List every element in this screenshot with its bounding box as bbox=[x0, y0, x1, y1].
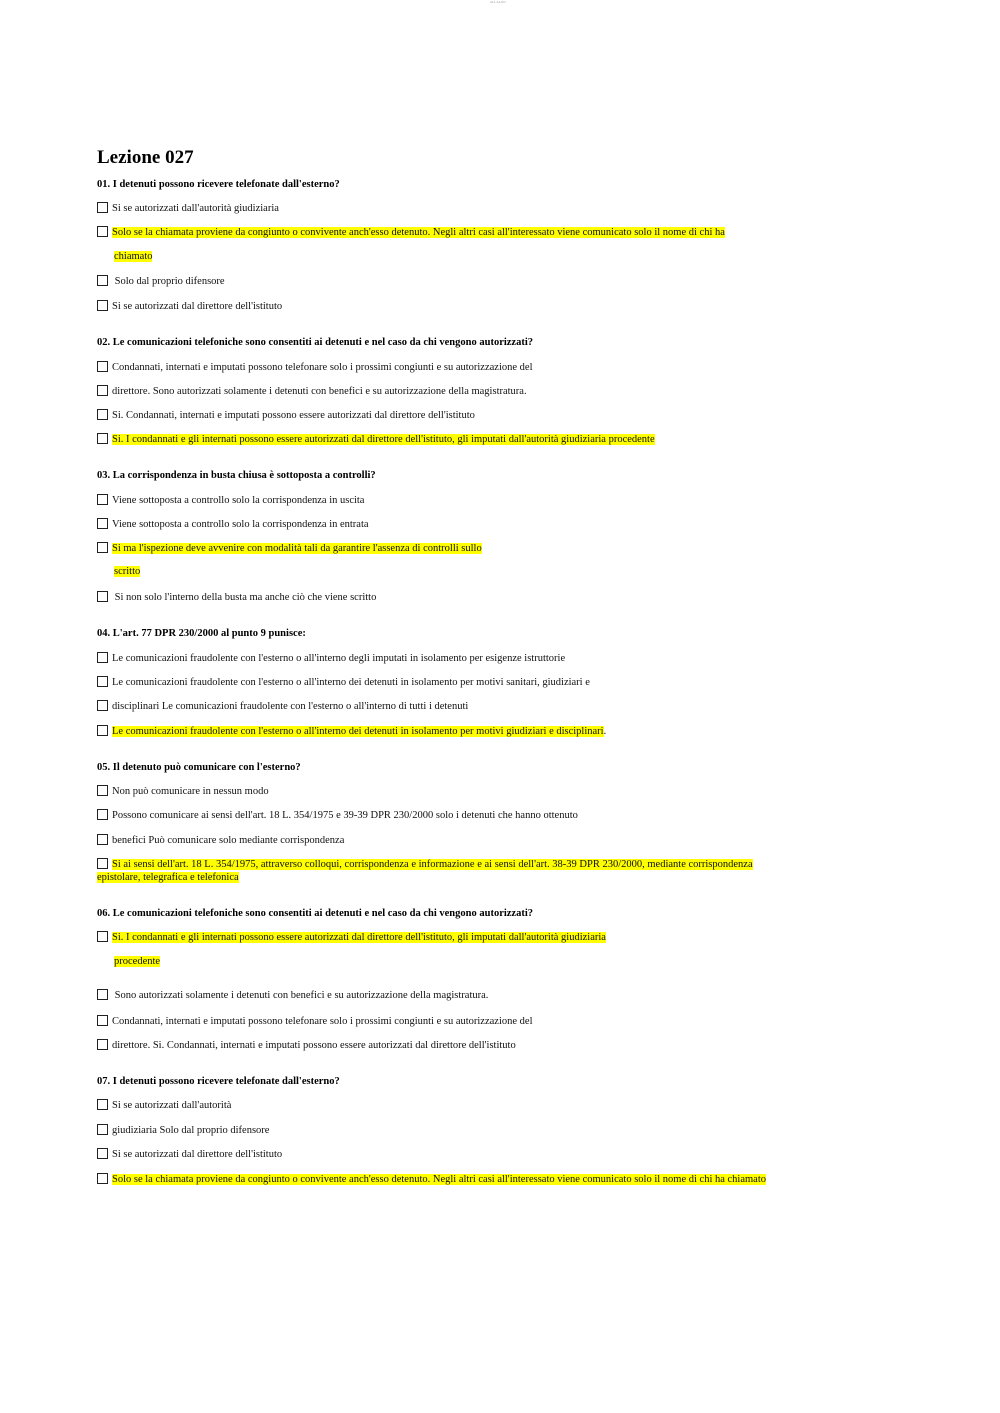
checkbox-icon[interactable] bbox=[97, 652, 108, 663]
option-checkbox[interactable] bbox=[97, 433, 655, 447]
option-text: Viene sottoposta a controllo solo la corrispondenza in uscita bbox=[112, 495, 365, 506]
option-text-wrap bbox=[97, 871, 239, 885]
question-04: 04. L'art. 77 DPR 230/2000 al punto 9 punisce: bbox=[97, 628, 306, 639]
option-text-highlighted: Si ai sensi dell'art. 18 L. 354/1975, attraverso colloqui, corrispondenza e informazione e ai sensi dell'art. 38-39 DPR 230/2000, mediante corrispondenza bbox=[112, 859, 753, 870]
option-text: Si se autorizzati dall'autorità bbox=[112, 1100, 232, 1111]
checkbox-icon[interactable] bbox=[97, 1039, 108, 1050]
option-text: Condannati, internati e imputati possono telefonare solo i prossimi congiunti e su autorizzazione del bbox=[112, 1016, 533, 1027]
option-text: Condannati, internati e imputati possono telefonare solo i prossimi congiunti e su autorizzazione del bbox=[112, 362, 533, 373]
option-text-highlighted: Le comunicazioni fraudolente con l'esterno o all'interno dei detenuti in isolamento per motivi giudiziari e disciplinari bbox=[112, 726, 604, 737]
checkbox-icon[interactable] bbox=[97, 409, 108, 420]
option-checkbox[interactable] bbox=[97, 858, 753, 872]
option-text: Si. Condannati, internati e imputati possono essere autorizzati dal direttore dell'istituto bbox=[112, 410, 475, 421]
option-checkbox[interactable] bbox=[97, 542, 482, 556]
option-checkbox[interactable] bbox=[97, 834, 344, 848]
option-text-highlighted: Solo se la chiamata proviene da congiunto o convivente anch'esso detenuto. Negli altri casi all'interessato viene comunicato solo il nome di chi ha bbox=[112, 227, 725, 238]
option-checkbox[interactable] bbox=[97, 202, 279, 216]
option-text: giudiziaria Solo dal proprio difensore bbox=[112, 1125, 270, 1136]
option-checkbox[interactable] bbox=[97, 1099, 231, 1113]
checkbox-icon[interactable] bbox=[97, 494, 108, 505]
option-text: Sono autorizzati solamente i detenuti con benefici e su autorizzazione della magistratura. bbox=[112, 990, 489, 1001]
option-checkbox[interactable] bbox=[97, 361, 532, 375]
option-checkbox[interactable] bbox=[97, 275, 225, 289]
option-checkbox[interactable] bbox=[97, 931, 606, 945]
option-checkbox[interactable] bbox=[97, 226, 725, 240]
option-checkbox[interactable] bbox=[97, 1124, 269, 1138]
option-text-continuation: chiamato bbox=[114, 251, 153, 262]
header-mark: ALL.SA.NN bbox=[490, 0, 506, 4]
option-text-highlighted: Si ma l'ispezione deve avvenire con modalità tali da garantire l'assenza di controlli sullo bbox=[112, 543, 482, 554]
option-checkbox[interactable] bbox=[97, 676, 590, 690]
option-text: direttore. Si. Condannati, internati e imputati possono essere autorizzati dal direttore dell'istituto bbox=[112, 1040, 516, 1051]
checkbox-icon[interactable] bbox=[97, 542, 108, 553]
option-checkbox[interactable] bbox=[97, 518, 369, 532]
option-text-highlighted: Si. I condannati e gli internati possono essere autorizzati dal direttore dell'istituto, gli imputati dall'autorità giudiziaria bbox=[112, 932, 606, 943]
option-text: disciplinari Le comunicazioni fraudolente con l'esterno o all'interno di tutti i detenuti bbox=[112, 701, 469, 712]
checkbox-icon[interactable] bbox=[97, 834, 108, 845]
checkbox-icon[interactable] bbox=[97, 433, 108, 444]
option-text-highlighted: Si. I condannati e gli internati possono essere autorizzati dal direttore dell'istituto, gli imputati dall'autorità giudiziaria procedente bbox=[112, 434, 655, 445]
option-checkbox[interactable] bbox=[97, 785, 269, 799]
checkbox-icon[interactable] bbox=[97, 725, 108, 736]
option-text: Si se autorizzati dal direttore dell'istituto bbox=[112, 301, 283, 312]
checkbox-icon[interactable] bbox=[97, 361, 108, 372]
option-text: Non può comunicare in nessun modo bbox=[112, 786, 269, 797]
option-text: benefici Può comunicare solo mediante corrispondenza bbox=[112, 835, 345, 846]
option-text: Si se autorizzati dall'autorità giudiziaria bbox=[112, 203, 279, 214]
option-checkbox[interactable] bbox=[97, 809, 578, 823]
option-text: Le comunicazioni fraudolente con l'esterno o all'interno degli imputati in isolamento per esigenze istruttorie bbox=[112, 653, 566, 664]
checkbox-icon[interactable] bbox=[97, 785, 108, 796]
checkbox-icon[interactable] bbox=[97, 591, 108, 602]
checkbox-icon[interactable] bbox=[97, 931, 108, 942]
option-checkbox[interactable] bbox=[97, 652, 565, 666]
question-03: 03. La corrispondenza in busta chiusa è sottoposta a controlli? bbox=[97, 470, 376, 481]
option-checkbox[interactable] bbox=[97, 989, 488, 1003]
checkbox-icon[interactable] bbox=[97, 300, 108, 311]
question-07: 07. I detenuti possono ricevere telefonate dall'esterno? bbox=[97, 1076, 340, 1087]
checkbox-icon[interactable] bbox=[97, 1015, 108, 1026]
option-text: Viene sottoposta a controllo solo la corrispondenza in entrata bbox=[112, 519, 369, 530]
page-title: Lezione 027 bbox=[97, 147, 194, 168]
option-text-continuation: procedente bbox=[114, 956, 161, 967]
option-checkbox[interactable] bbox=[97, 409, 475, 423]
option-text: Si non solo l'interno della busta ma anche ciò che viene scritto bbox=[112, 592, 377, 603]
option-checkbox[interactable] bbox=[97, 385, 527, 399]
question-06: 06. Le comunicazioni telefoniche sono consentiti ai detenuti e nel caso da chi vengono autorizzati? bbox=[97, 908, 534, 919]
checkbox-icon[interactable] bbox=[97, 226, 108, 237]
checkbox-icon[interactable] bbox=[97, 385, 108, 396]
question-02: 02. Le comunicazioni telefoniche sono consentiti ai detenuti e nel caso da chi vengono autorizzati? bbox=[97, 337, 534, 348]
checkbox-icon[interactable] bbox=[97, 1124, 108, 1135]
checkbox-icon[interactable] bbox=[97, 1099, 108, 1110]
option-text-continuation: scritto bbox=[114, 566, 141, 577]
checkbox-icon[interactable] bbox=[97, 858, 108, 869]
checkbox-icon[interactable] bbox=[97, 275, 108, 286]
checkbox-icon[interactable] bbox=[97, 202, 108, 213]
option-text: direttore. Sono autorizzati solamente i detenuti con benefici e su autorizzazione della magistratura. bbox=[112, 386, 527, 397]
option-checkbox[interactable] bbox=[97, 300, 282, 314]
option-checkbox[interactable] bbox=[97, 1173, 766, 1187]
option-text-continuation: epistolare, telegrafica e telefonica bbox=[97, 872, 239, 883]
option-checkbox[interactable] bbox=[97, 494, 364, 508]
option-text: Possono comunicare ai sensi dell'art. 18 L. 354/1975 e 39-39 DPR 230/2000 solo i detenuti che hanno ottenuto bbox=[112, 810, 578, 821]
checkbox-icon[interactable] bbox=[97, 989, 108, 1000]
option-text-period: . bbox=[603, 726, 607, 737]
option-text: Si se autorizzati dal direttore dell'istituto bbox=[112, 1149, 283, 1160]
checkbox-icon[interactable] bbox=[97, 1173, 108, 1184]
checkbox-icon[interactable] bbox=[97, 1148, 108, 1159]
checkbox-icon[interactable] bbox=[97, 700, 108, 711]
option-checkbox[interactable] bbox=[97, 1039, 516, 1053]
checkbox-icon[interactable] bbox=[97, 809, 108, 820]
option-text: Le comunicazioni fraudolente con l'esterno o all'interno dei detenuti in isolamento per motivi sanitari, giudiziari e bbox=[112, 677, 590, 688]
option-checkbox[interactable] bbox=[97, 591, 376, 605]
option-checkbox[interactable] bbox=[97, 1148, 282, 1162]
option-text: Solo dal proprio difensore bbox=[112, 276, 225, 287]
checkbox-icon[interactable] bbox=[97, 676, 108, 687]
checkbox-icon[interactable] bbox=[97, 518, 108, 529]
option-checkbox[interactable] bbox=[97, 700, 468, 714]
option-text-highlighted: Solo se la chiamata proviene da congiunto o convivente anch'esso detenuto. Negli altri casi all'interessato viene comunicato solo il nome di chi ha chiamato bbox=[112, 1174, 767, 1185]
option-checkbox[interactable] bbox=[97, 1015, 532, 1029]
option-checkbox[interactable] bbox=[97, 725, 606, 739]
question-01: 01. I detenuti possono ricevere telefonate dall'esterno? bbox=[97, 179, 340, 190]
question-05: 05. Il detenuto può comunicare con l'esterno? bbox=[97, 762, 301, 773]
